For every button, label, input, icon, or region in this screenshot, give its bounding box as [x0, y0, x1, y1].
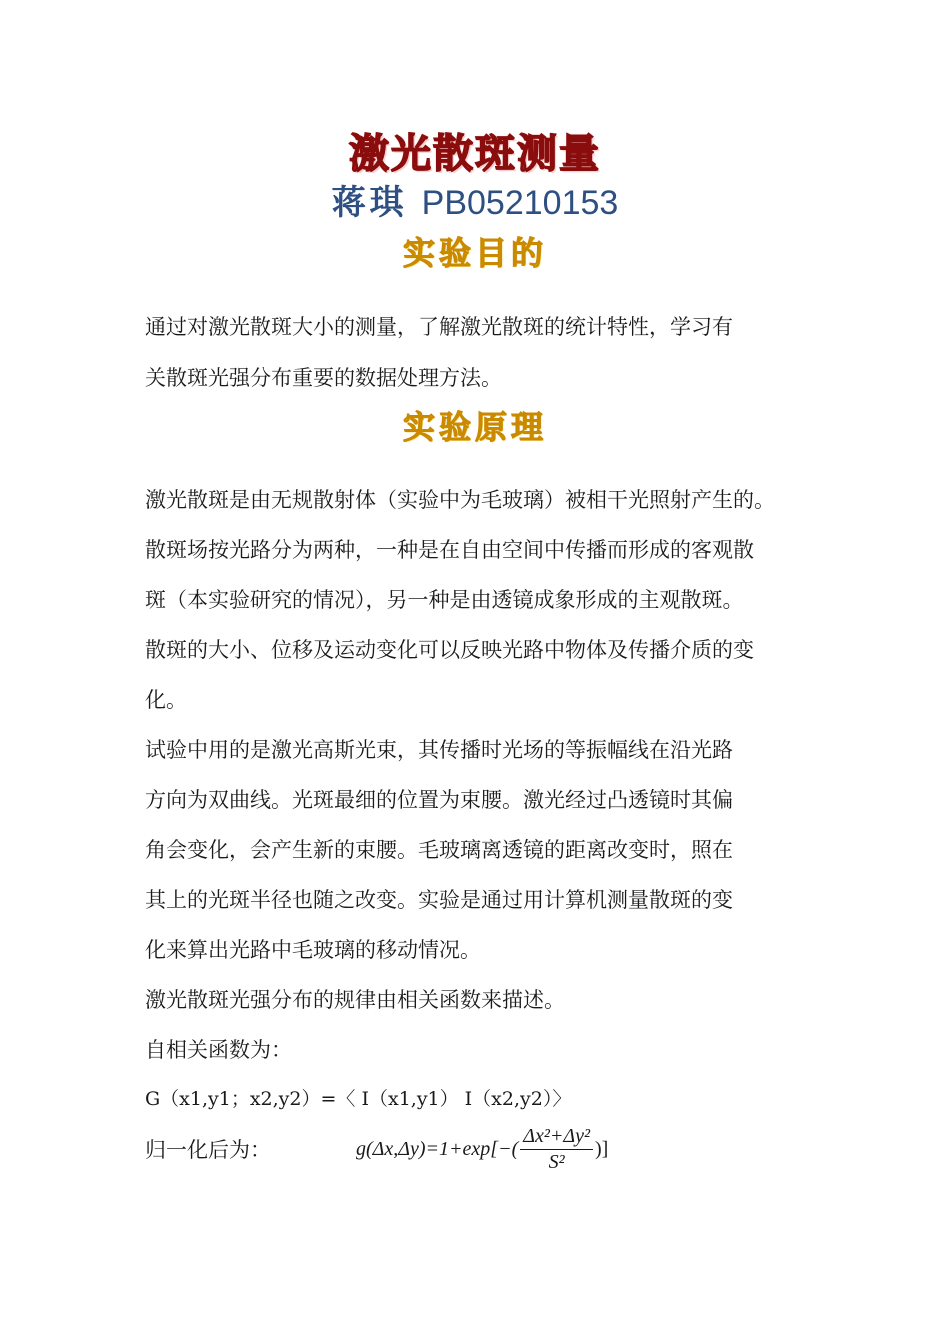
student-id: PB05210153 — [421, 184, 619, 222]
principle-line: 试验中用的是激光高斯光束，其传播时光场的等振幅线在沿光路 — [145, 738, 733, 762]
section-heading-principle: 实验原理 — [402, 408, 547, 446]
formula-lhs: g(Δx,Δy)=1+exp[−( — [356, 1137, 519, 1160]
principle-line: 角会变化，会产生新的束腰。毛玻璃离透镜的距离改变时，照在 — [145, 838, 733, 862]
principle-line: 化来算出光路中毛玻璃的移动情况。 — [145, 938, 481, 962]
formula-numerator: Δx²+Δy² — [520, 1125, 593, 1150]
principle-line: 激光散斑光强分布的规律由相关函数来描述。 — [145, 988, 565, 1012]
author-line — [0, 175, 950, 224]
normalized-formula — [356, 1121, 608, 1177]
principle-line: 方向为双曲线。光斑最细的位置为束腰。激光经过凸透镜时其偏 — [145, 788, 733, 812]
formula-denominator: S² — [548, 1150, 565, 1173]
principle-line: 自相关函数为： — [145, 1038, 292, 1062]
formula-rhs: )] — [594, 1137, 609, 1160]
formula-fraction — [520, 1125, 593, 1174]
section-heading-purpose: 实验目的 — [402, 234, 547, 272]
autocorrelation-formula: G（x1,y1；x2,y2）=〈 I（x1,y1） I（x2,y2）〉 — [145, 1088, 572, 1110]
document-title: 激光散斑测量 — [349, 131, 601, 177]
author-name: 蒋琪 — [331, 183, 408, 223]
purpose-line: 关散斑光强分布重要的数据处理方法。 — [145, 366, 502, 390]
purpose-line: 通过对激光散斑大小的测量，了解激光散斑的统计特性，学习有 — [145, 315, 733, 339]
principle-line: 斑（本实验研究的情况），另一种是由透镜成象形成的主观散斑。 — [145, 588, 744, 612]
principle-line: 散斑场按光路分为两种，一种是在自由空间中传播而形成的客观散 — [145, 538, 754, 562]
principle-line: 其上的光斑半径也随之改变。实验是通过用计算机测量散斑的变 — [145, 888, 733, 912]
principle-line: 化。 — [145, 688, 187, 712]
principle-line: 散斑的大小、位移及运动变化可以反映光路中物体及传播介质的变 — [145, 638, 754, 662]
principle-line: 激光散斑是由无规散射体（实验中为毛玻璃）被相干光照射产生的。 — [145, 488, 775, 512]
normalized-label: 归一化后为： — [145, 1138, 271, 1162]
